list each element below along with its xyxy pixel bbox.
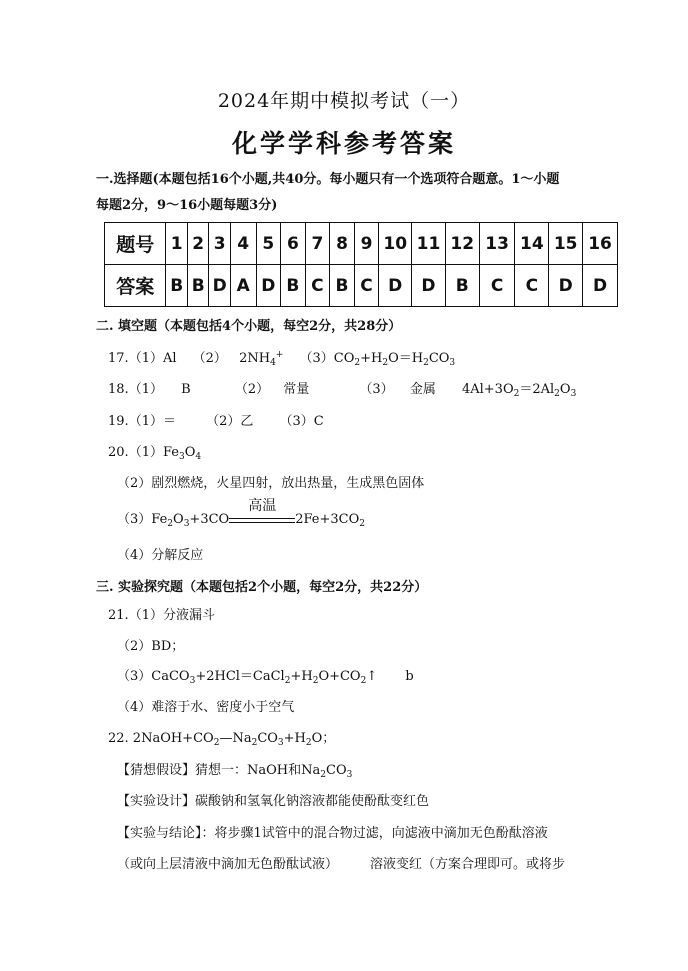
- answer-key-title: 化学学科参考答案: [231, 129, 456, 158]
- question-number-cell: 9: [354, 223, 379, 265]
- question-number-cell: 1: [166, 223, 188, 265]
- q21-answer-4: （4）难溶于水、密度小于空气: [117, 700, 295, 715]
- answer-cell: C: [354, 265, 379, 307]
- section2-heading: 二. 填空题（本题包括4个小题，每空2分，共28分）: [96, 319, 402, 334]
- q22-hypothesis: 【猜想假设】猜想一：NaOH和$Na_2CO_3$: [117, 763, 353, 780]
- q20-answer-3: $(3)Fe_2O_3+3CO$ 高温 $2Fe+3CO_2$: [117, 497, 365, 529]
- q18-equation: $4Al+3O_2=2Al_2O_3$: [461, 382, 577, 399]
- q21-answer-1: （1）分液漏斗: [128, 608, 215, 623]
- question-number-cell: 4: [230, 223, 256, 265]
- q17-label-2: （2）: [192, 351, 227, 366]
- answer-cell: B: [445, 265, 479, 307]
- q20-answer-1: $(1)Fe_3O_4$: [128, 445, 202, 462]
- q20-number: 20.: [108, 445, 129, 460]
- q21-number: 21.: [108, 608, 129, 623]
- q19-answer-2: （2）乙: [206, 414, 254, 429]
- question-number-cell: 14: [515, 223, 549, 265]
- answer-cell: C: [305, 265, 330, 307]
- q17-line: [108, 347, 455, 366]
- q18-label-1: （1）: [128, 382, 163, 397]
- question-number-cell: 10: [379, 223, 412, 265]
- section1-heading-line2: 每题2分，9～16小题每题3分): [96, 198, 278, 213]
- answer-cell: A: [230, 265, 256, 307]
- answer-cell: D: [379, 265, 412, 307]
- answer-cell: B: [281, 265, 306, 307]
- answer-cell: D: [412, 265, 446, 307]
- question-number-cell: 11: [412, 223, 446, 265]
- q22-conclusion-continued: （或向上层清液中滴加无色酚酞试液） 溶液变红（方案合理即可。或将步: [117, 857, 566, 872]
- q18-answer-3: 金属: [409, 382, 436, 397]
- question-number-cell: 2: [187, 223, 209, 265]
- q18-answer-2: 常量: [283, 382, 310, 397]
- question-number-cell: 15: [549, 223, 583, 265]
- section3-heading: 三. 实验探究题（本题包括2个小题，每空2分，共22分）: [96, 580, 428, 595]
- answer-cell: D: [583, 265, 618, 307]
- question-number-cell: 7: [305, 223, 330, 265]
- exam-title: 2024年期中模拟考试（一）: [217, 90, 471, 112]
- reaction-condition: 高温: [229, 513, 295, 527]
- question-number-cell: 8: [330, 223, 355, 265]
- q17-answer-3: $(3)CO_2+H_2O=H_2CO_3$: [299, 351, 456, 368]
- q18-label-3: （3）: [359, 382, 394, 397]
- question-number-cell: 16: [583, 223, 618, 265]
- table-header-answer: 答案: [105, 265, 166, 307]
- q17-answer-1: （1）Al: [128, 351, 177, 366]
- q18-number: 18.: [108, 382, 129, 397]
- q17-number: 17.: [108, 351, 129, 366]
- q19-line: [108, 410, 324, 429]
- answer-row: [105, 265, 618, 307]
- q18-answer-1: B: [181, 382, 191, 397]
- q21-answer-2: （2）BD；: [117, 639, 185, 654]
- q19-answer-3: （3）C: [279, 414, 324, 429]
- q18-line: [108, 378, 576, 397]
- section1-heading-line1: 一.选择题(本题包括16个小题,共40分。每小题只有一个选项符合题意。1～小题: [96, 172, 560, 187]
- question-number-cell: 6: [281, 223, 306, 265]
- q20-line-1: [108, 441, 201, 460]
- q21-answer-3: $(3)CaCO_3+2HCl=CaCl_2+H_2O+CO_2↑$ b: [117, 669, 414, 686]
- question-number-cell: 3: [209, 223, 231, 265]
- answer-cell: B: [166, 265, 188, 307]
- q17-answer-2: $2NH_4^+$: [239, 350, 284, 368]
- q21-line-1: [108, 604, 215, 623]
- answer-cell: C: [479, 265, 515, 307]
- q22-design: 【实验设计】碳酸钠和氢氧化钠溶液都能使酚酞变红色: [117, 794, 430, 809]
- answer-cell: C: [515, 265, 549, 307]
- answer-cell: D: [549, 265, 583, 307]
- q22-equation: 22. $2NaOH+CO_2—Na_2CO_3+H_2O$；: [108, 731, 336, 748]
- answer-table: [104, 222, 618, 307]
- q18-label-2: （2）: [234, 382, 270, 397]
- q20-answer-2: （2）剧烈燃烧，火星四射，放出热量，生成黑色固体: [117, 476, 425, 491]
- answer-cell: B: [187, 265, 209, 307]
- answer-cell: B: [330, 265, 355, 307]
- q19-answer-1: （1）＝: [128, 414, 176, 429]
- question-number-cell: 13: [479, 223, 515, 265]
- table-header-question-number: 题号: [105, 223, 166, 265]
- q19-number: 19.: [108, 414, 129, 429]
- question-number-cell: 5: [256, 223, 281, 265]
- q20-answer-4: （4）分解反应: [117, 548, 204, 563]
- question-number-cell: 12: [445, 223, 479, 265]
- question-number-row: [105, 223, 618, 265]
- answer-cell: D: [209, 265, 231, 307]
- q22-conclusion: 【实验与结论】：将步骤1试管中的混合物过滤，向滤液中滴加无色酚酞溶液: [117, 826, 548, 841]
- answer-cell: D: [256, 265, 281, 307]
